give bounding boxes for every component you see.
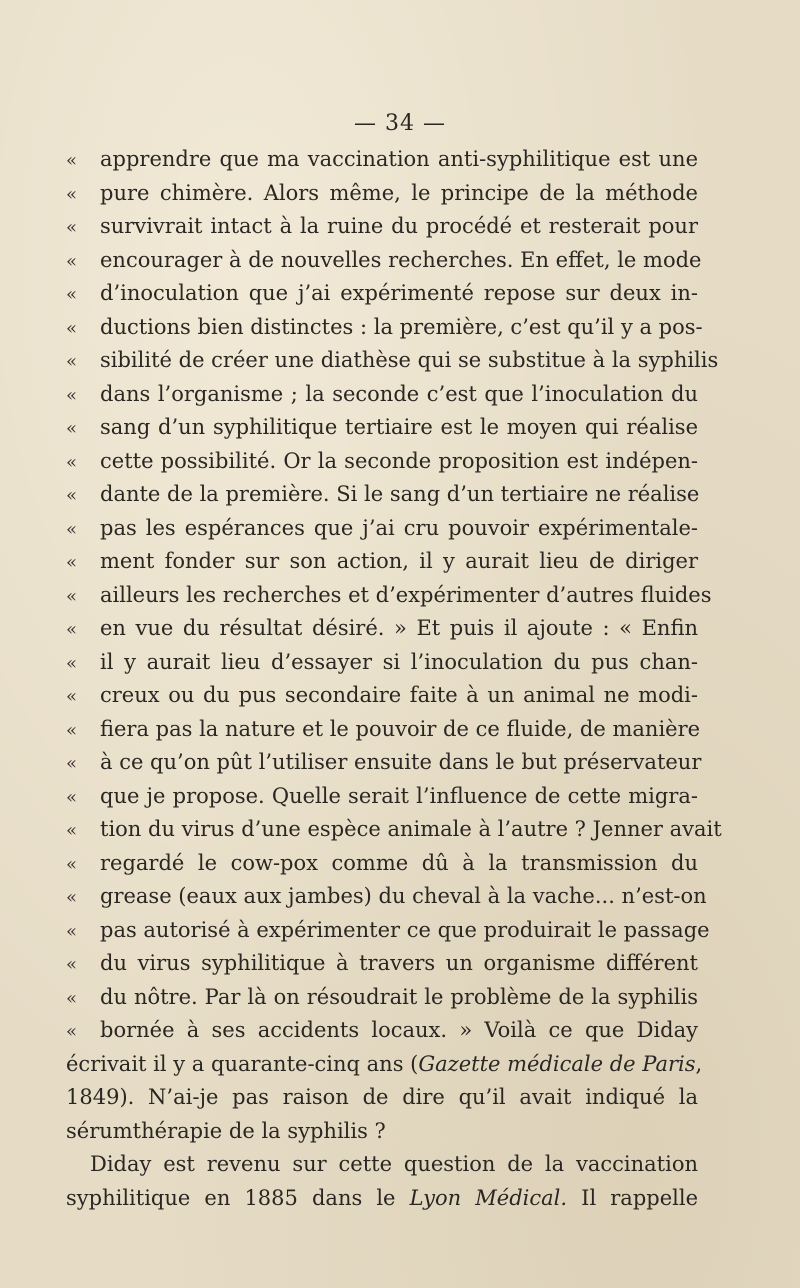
quoted-line <box>66 579 712 613</box>
quoted-line <box>66 210 698 244</box>
quote-mark: « <box>66 652 78 674</box>
line-content: ductions bien distinctes : la première, c’est qu’il y a pos- <box>100 314 703 339</box>
page-number: — 34 — <box>354 111 446 136</box>
quote-mark: « <box>66 351 78 372</box>
line-content: sérumthérapie de la syphilis ? <box>66 1118 386 1143</box>
quoted-line <box>66 311 703 345</box>
text-run: syphilitique en 1885 dans le <box>66 1185 410 1210</box>
quote-mark: « <box>66 183 78 205</box>
quote-mark: « <box>66 954 78 975</box>
body-text <box>66 143 722 1215</box>
line-content: sang d’un syphilitique tertiaire est le moyen qui réalise <box>100 415 698 439</box>
quote-mark: « <box>66 719 78 741</box>
quoted-line <box>66 512 698 546</box>
line-content: que je propose. Quelle serait l’influence de cette migra- <box>100 783 698 808</box>
quote-mark: « <box>66 686 78 707</box>
line-content: encourager à de nouvelles recherches. En effet, le mode <box>100 247 702 272</box>
quote-mark: « <box>66 250 78 272</box>
line-content <box>66 1048 702 1082</box>
quoted-line <box>66 646 698 680</box>
quote-mark: « <box>66 820 78 841</box>
text-line <box>66 1081 698 1115</box>
line-content: pas les espérances que j’ai cru pouvoir expérimentale- <box>100 515 698 540</box>
quote-mark: « <box>66 284 78 305</box>
quoted-line <box>66 143 698 177</box>
line-content: pure chimère. Alors même, le principe de la méthode <box>100 180 698 205</box>
line-content: bornée à ses accidents locaux. » Voilà ce que Diday <box>100 1018 698 1042</box>
quote-mark: « <box>66 317 78 339</box>
quote-mark: « <box>66 887 78 908</box>
quoted-line <box>66 746 702 780</box>
quote-mark: « <box>66 552 78 573</box>
line-content: ailleurs les recherches et d’expérimenter d’autres fluides <box>100 582 712 607</box>
line-content: fiera pas la nature et le pouvoir de ce fluide, de manière <box>100 716 701 741</box>
line-content: du nôtre. Par là on résoudrait le problème de la syphilis <box>100 984 698 1009</box>
text-line <box>66 1182 698 1216</box>
quoted-line <box>66 847 698 881</box>
quoted-line <box>66 612 698 646</box>
quoted-line <box>66 445 698 479</box>
journal-title-gazette: Gazette médicale de Paris <box>418 1051 696 1076</box>
quote-mark: « <box>66 1021 78 1042</box>
line-content: dante de la première. Si le sang d’un tertiaire ne réalise <box>100 482 700 506</box>
line-content <box>66 1182 698 1216</box>
line-content: ment fonder sur son action, il y aurait lieu de diriger <box>100 549 698 573</box>
line-content: tion du virus d’une espèce animale à l’autre ? Jenner avait <box>100 817 722 841</box>
quoted-line <box>66 277 698 311</box>
quote-mark: « <box>66 418 78 439</box>
quoted-line <box>66 411 698 445</box>
quoted-line <box>66 378 698 412</box>
line-content: il y aurait lieu d’essayer si l’inoculation du pus chan- <box>100 649 698 674</box>
quote-mark: « <box>66 619 78 640</box>
quote-mark: « <box>66 786 78 808</box>
quoted-passage <box>66 143 722 1048</box>
line-content: creux ou du pus secondaire faite à un animal ne modi- <box>100 683 698 707</box>
quote-mark: « <box>66 518 78 540</box>
quoted-line <box>66 981 698 1015</box>
quoted-line <box>66 713 701 747</box>
quote-mark: « <box>66 384 78 406</box>
quoted-line <box>66 914 710 948</box>
text-run: Il rappelle <box>567 1185 698 1210</box>
line-content: apprendre que ma vaccination anti-syphilitique est une <box>100 147 698 171</box>
quote-mark: « <box>66 987 78 1009</box>
text-run: , <box>695 1051 703 1076</box>
line-content: survivrait intact à la ruine du procédé et resterait pour <box>100 214 698 238</box>
line-content: sibilité de créer une diathèse qui se substitue à la syphilis <box>100 348 719 372</box>
text-line <box>66 1048 703 1082</box>
quote-mark: « <box>66 150 78 171</box>
line-content: du virus syphilitique à travers un organisme différent <box>100 951 698 975</box>
quoted-line <box>66 545 698 579</box>
line-content: 1849). N’ai-je pas raison de dire qu’il avait indiqué la <box>66 1085 698 1109</box>
text-line <box>66 1148 698 1182</box>
text-line <box>66 1115 698 1149</box>
line-content: d’inoculation que j’ai expérimenté repose sur deux in- <box>100 281 698 305</box>
quoted-line <box>66 880 707 914</box>
text-run: écrivait il y a quarante-cinq ans ( <box>66 1051 419 1076</box>
quoted-line <box>66 344 719 378</box>
line-content: cette possibilité. Or la seconde proposition est indépen- <box>100 448 698 473</box>
quote-mark: « <box>66 217 78 238</box>
quoted-line <box>66 679 698 713</box>
quote-mark: « <box>66 485 78 506</box>
line-content: grease (eaux aux jambes) du cheval à la vache... n’est-on <box>100 884 707 908</box>
line-content: pas autorisé à expérimenter ce que produirait le passage <box>100 917 710 942</box>
line-content: Diday est revenu sur cette question de la vaccination <box>90 1152 698 1176</box>
quoted-line <box>66 244 702 278</box>
quote-mark: « <box>66 920 78 942</box>
quoted-line <box>66 947 698 981</box>
quoted-line <box>66 813 722 847</box>
line-content: dans l’organisme ; la seconde c’est que l’inoculation du <box>100 381 698 406</box>
quoted-line <box>66 177 698 211</box>
line-content: en vue du résultat désiré. » Et puis il ajoute : « Enfin <box>100 616 698 640</box>
quote-mark: « <box>66 585 78 607</box>
quoted-line <box>66 478 698 512</box>
quote-mark: « <box>66 451 78 473</box>
quoted-line <box>66 1014 698 1048</box>
line-content: regardé le cow-pox comme dû à la transmission du <box>100 850 698 875</box>
line-content: à ce qu’on pût l’utiliser ensuite dans le but préservateur <box>100 750 702 774</box>
quote-mark: « <box>66 853 78 875</box>
quote-mark: « <box>66 753 78 774</box>
journal-title-lyon: Lyon Médical. <box>409 1185 568 1210</box>
quoted-line <box>66 780 698 814</box>
